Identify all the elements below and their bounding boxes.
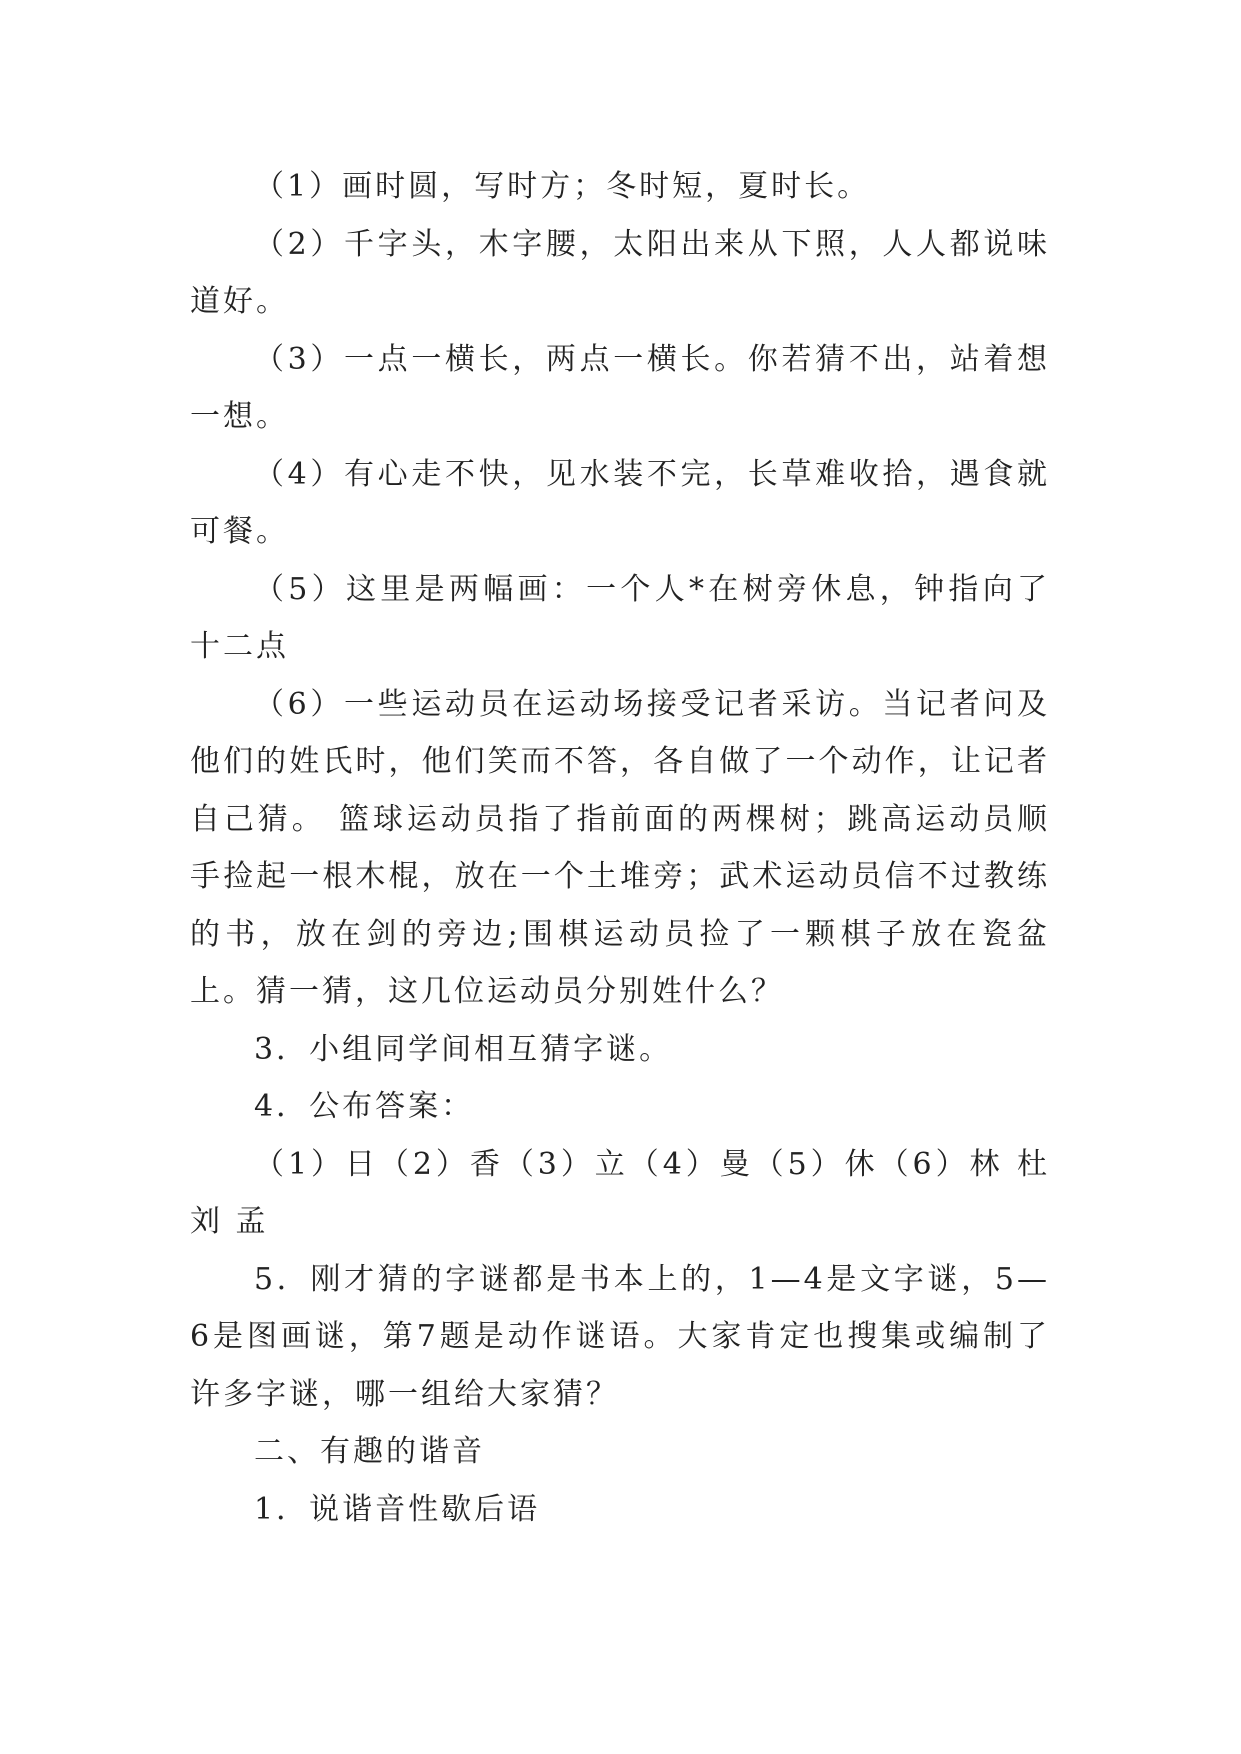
step-5-paragraph: 5．刚才猜的字谜都是书本上的，1—4是文字谜，5—6是图画谜，第7题是动作谜语。大家肯定也搜集或编制了许多字谜，哪一组给大家猜？ (190, 1261, 1050, 1412)
riddle-2-paragraph: （2）千字头，木字腰，太阳出来从下照，人人都说味道好。 (190, 226, 1050, 319)
answers-paragraph: （1）日（2）香（3）立（4）曼（5）休（6）林 杜 刘 孟 (190, 1146, 1050, 1239)
riddle-1-paragraph: （1）画时圆，写时方；冬时短，夏时长。 (254, 169, 871, 204)
riddle-6-paragraph: （6）一些运动员在运动场接受记者采访。当记者问及他们的姓氏时，他们笑而不答，各自做了一个动作，让记者自己猜。 篮球运动员指了指前面的两棵树；跳高运动员顺手捡起一根木棍，放在一个土堆旁；武术运动员信不过教练的书，放在剑的旁边;围棋运动员捡了一颗棋子放在瓷盆上。猜一猜，这几位运动员分别姓什么？ (190, 686, 1050, 1009)
riddle-3-paragraph: （3）一点一横长，两点一横长。你若猜不出，站着想一想。 (190, 341, 1050, 434)
document-body (190, 158, 1050, 1538)
step-3-paragraph: 3．小组同学间相互猜字谜。 (254, 1031, 673, 1067)
step-4-paragraph: 4．公布答案： (254, 1089, 475, 1124)
section-heading: 二、有趣的谐音 (254, 1434, 485, 1469)
riddle-5-paragraph: （5）这里是两幅画：一个人*在树旁休息，钟指向了十二点 (190, 571, 1050, 664)
riddle-4-paragraph: （4）有心走不快，见水装不完，长草难收拾，遇食就可餐。 (190, 456, 1050, 549)
subsection-heading: 1．说谐音性歇后语 (254, 1491, 541, 1527)
